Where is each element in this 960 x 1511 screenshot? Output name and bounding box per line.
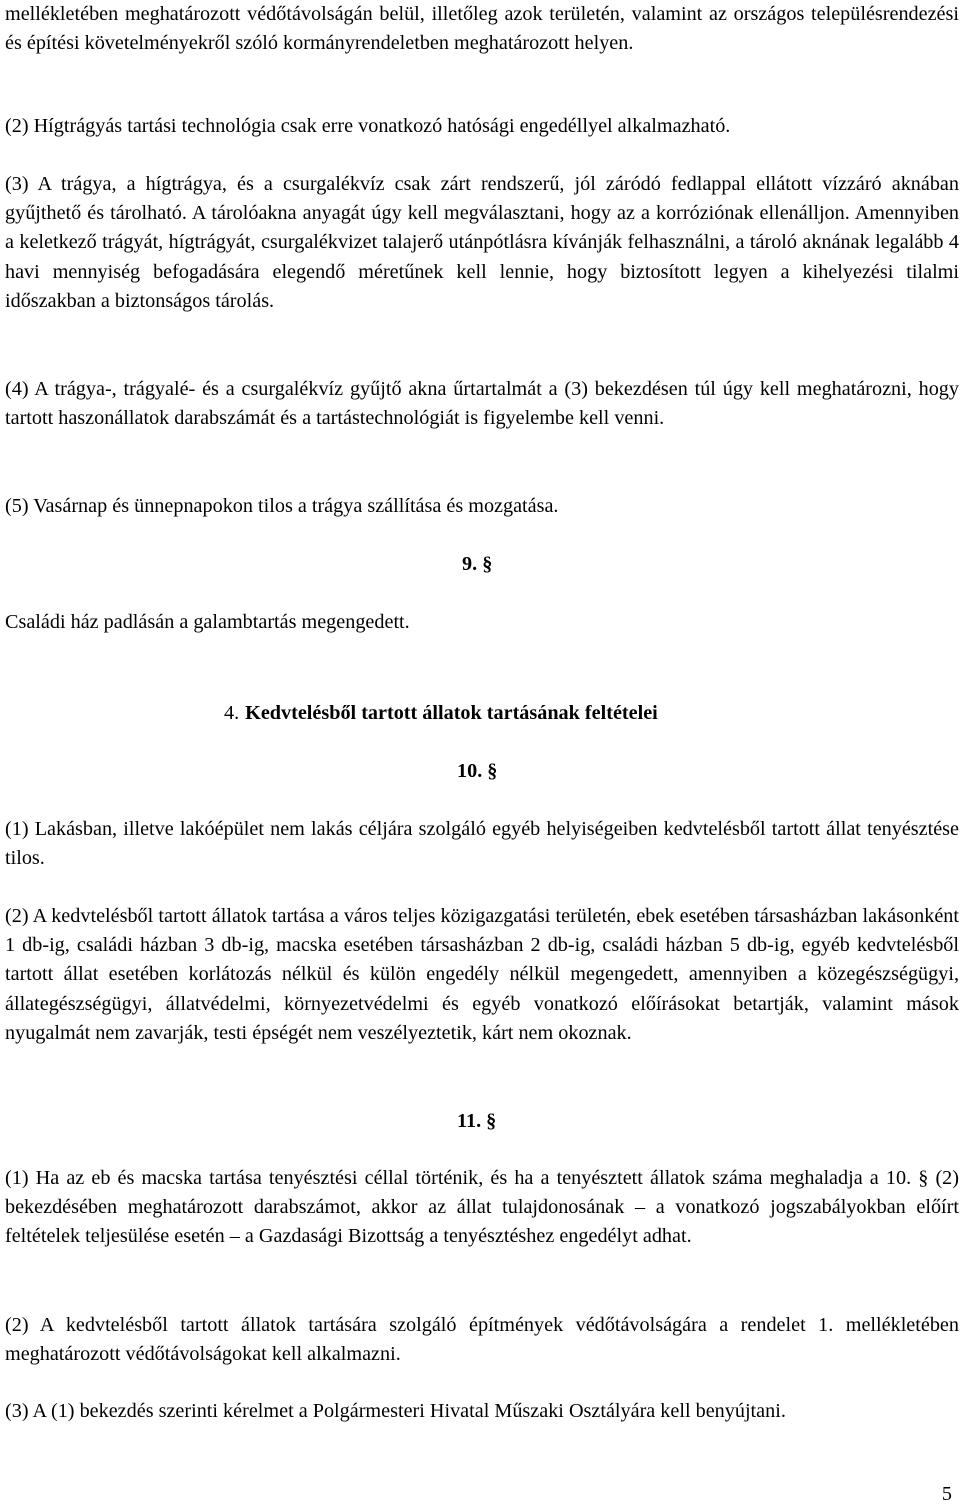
paragraph-10-2: (2) A kedvtelésből tartott állatok tartása a város teljes közigazgatási területén, ebek esetében társasházban lakásonként 1 db-ig, családi házban 3 db-ig, macska esetében társasházban 2 db-ig, családi házban 5 db-ig, egyéb kedvtelésből tartott állat esetében korlátozás nélkül és külön engedély nélkül megengedett, amennyiben a közegészségügyi, állategészségügyi, állatvédelmi, környezetvédelmi és egyéb vonatkozó előírásokat betartják, valamint mások nyugalmát nem zavarják, testi épségét nem veszélyeztetik, kárt nem okoznak. (5, 905, 959, 1044)
paragraph-8-3: (3) A trágya, a hígtrágya, és a csurgalékvíz csak zárt rendszerű, jól záródó fedlappal ellátott vízzáró aknában gyűjthető és tárolható. A tárolóakna anyagát úgy kell megválasztani, hogy az a korróziónak ellenálljon. Amennyiben a keletkező trágyát, hígtrágyát, csurgalékvizet talajerő utánpótlásra kívánják felhasználni, a tároló aknának legalább 4 havi mennyiség befogadására elegendő méretűnek kell lennie, hogy biztosított legyen a kihelyezési tilalmi időszakban a biztonságos tárolás. (5, 173, 959, 312)
paragraph-8-4: (4) A trágya-, trágyalé- és a csurgalékvíz gyűjtő akna űrtartalmát a (3) bekezdésen túl úgy kell meghatározni, hogy tartott haszonállatok darabszámát és a tartástechnológiát is figyelembe kell venni. (5, 378, 959, 430)
chapter-title: Kedvtelésből tartott állatok tartásának feltételei (245, 702, 658, 724)
page-number: 5 (941, 1483, 952, 1505)
paragraph-10-1: (1) Lakásban, illetve lakóépület nem lakás céljára szolgáló egyéb helyiségeiben kedvtelésből tartott állat tenyésztése tilos. (5, 818, 959, 870)
paragraph-9: Családi ház padlásán a galambtartás megengedett. (5, 611, 410, 633)
section-10-heading: 10. § (457, 760, 498, 782)
paragraph-continuation: mellékletében meghatározott védőtávolságán belül, illetőleg azok területén, valamint az országos településrendezési és építési követelményekről szóló kormányrendeletben meghatározott helyen. (5, 3, 959, 55)
section-11-heading: 11. § (457, 1110, 497, 1132)
paragraph-8-2: (2) Hígtrágyás tartási technológia csak erre vonatkozó hatósági engedéllyel alkalmazható. (5, 115, 731, 137)
paragraph-11-3: (3) A (1) bekezdés szerinti kérelmet a Polgármesteri Hivatal Műszaki Osztályára kell benyújtani. (5, 1400, 786, 1422)
chapter-number: 4. (224, 702, 240, 724)
paragraph-11-2: (2) A kedvtelésből tartott állatok tartására szolgáló építmények védőtávolságára a rendelet 1. mellékletében meghatározott védőtávolságokat kell alkalmazni. (5, 1314, 959, 1366)
section-9-heading: 9. § (462, 553, 493, 575)
chapter-heading (224, 699, 658, 728)
paragraph-8-5: (5) Vasárnap és ünnepnapokon tilos a trágya szállítása és mozgatása. (5, 495, 559, 517)
paragraph-11-1: (1) Ha az eb és macska tartása tenyésztési céllal történik, és ha a tenyésztett állatok száma meghaladja a 10. § (2) bekezdésében meghatározott darabszámot, akkor az állat tulajdonosának – a vonatkozó jogszabályokban előírt feltételek teljesülése esetén – a Gazdasági Bizottság a tenyésztéshez engedélyt adhat. (5, 1167, 959, 1248)
